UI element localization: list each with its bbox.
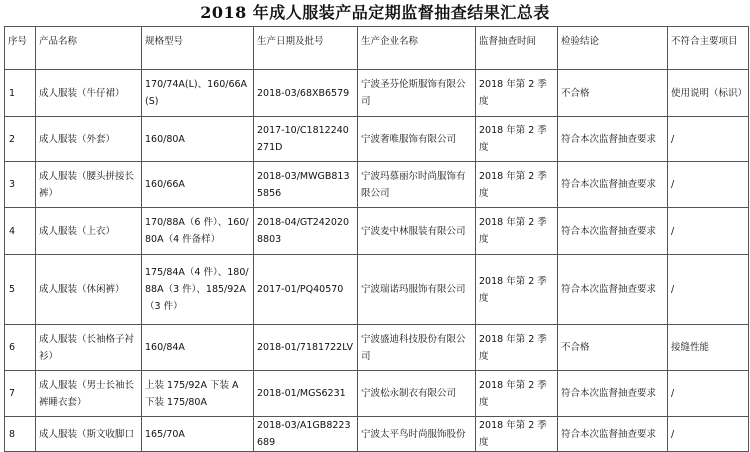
cell-conclusion: 不合格 xyxy=(558,70,668,117)
cell-spec: 160/80A xyxy=(142,117,254,162)
table-row xyxy=(5,70,749,117)
cell-failed-items: / xyxy=(668,371,749,417)
cell-check-time: 2018 年第 2 季度 xyxy=(476,117,558,162)
cell-date-batch: 2018-04/GT2420208803 xyxy=(254,208,358,255)
cell-company: 宁波瑞诺玛服饰有限公司 xyxy=(358,255,476,325)
cell-failed-items: / xyxy=(668,255,749,325)
header-cell: 生产企业名称 xyxy=(358,27,476,70)
cell-company: 宁波玛慕丽尔时尚服饰有限公司 xyxy=(358,162,476,208)
results-table xyxy=(4,26,749,452)
header-cell: 生产日期及批号 xyxy=(254,27,358,70)
cell-no: 7 xyxy=(5,371,36,417)
cell-spec: 160/66A xyxy=(142,162,254,208)
cell-conclusion: 符合本次监督抽查要求 xyxy=(558,117,668,162)
header-cell: 序号 xyxy=(5,27,36,70)
cell-no: 3 xyxy=(5,162,36,208)
cell-no: 2 xyxy=(5,117,36,162)
cell-failed-items: / xyxy=(668,162,749,208)
cell-product: 成人服装（长袖格子衬衫） xyxy=(36,325,142,371)
cell-check-time: 2018 年第 2 季度 xyxy=(476,417,558,452)
cell-product: 成人服装（腰头拼接长裤） xyxy=(36,162,142,208)
cell-check-time: 2018 年第 2 季度 xyxy=(476,255,558,325)
header-cell: 规格型号 xyxy=(142,27,254,70)
cell-conclusion: 符合本次监督抽查要求 xyxy=(558,208,668,255)
cell-product: 成人服装（牛仔裙） xyxy=(36,70,142,117)
table-row xyxy=(5,417,749,452)
header-cell: 不符合主要项目 xyxy=(668,27,749,70)
cell-conclusion: 符合本次监督抽查要求 xyxy=(558,371,668,417)
cell-failed-items: 接缝性能 xyxy=(668,325,749,371)
cell-no: 6 xyxy=(5,325,36,371)
cell-spec: 170/74A(L)、160/66A(S) xyxy=(142,70,254,117)
cell-spec: 165/70A xyxy=(142,417,254,452)
cell-product: 成人服装（上衣） xyxy=(36,208,142,255)
cell-no: 4 xyxy=(5,208,36,255)
cell-date-batch: 2017-10/C1812240271D xyxy=(254,117,358,162)
table-header-row xyxy=(5,27,749,70)
cell-no: 8 xyxy=(5,417,36,452)
cell-product: 成人服装（斯文收脚口 xyxy=(36,417,142,452)
cell-check-time: 2018 年第 2 季度 xyxy=(476,325,558,371)
table-row xyxy=(5,371,749,417)
cell-failed-items: 使用说明（标识） xyxy=(668,70,749,117)
cell-spec: 上装 175/92A 下装 A 下装 175/80A xyxy=(142,371,254,417)
cell-failed-items: / xyxy=(668,208,749,255)
cell-date-batch: 2017-01/PQ40570 xyxy=(254,255,358,325)
cell-conclusion: 符合本次监督抽查要求 xyxy=(558,255,668,325)
table-row xyxy=(5,162,749,208)
cell-company: 宁波麦中林服装有限公司 xyxy=(358,208,476,255)
cell-conclusion: 符合本次监督抽查要求 xyxy=(558,162,668,208)
cell-company: 宁波盛迪科技股份有限公司 xyxy=(358,325,476,371)
cell-product: 成人服装（外套） xyxy=(36,117,142,162)
header-cell: 监督抽查时间 xyxy=(476,27,558,70)
cell-product: 成人服装（休闲裤） xyxy=(36,255,142,325)
cell-no: 5 xyxy=(5,255,36,325)
cell-company: 宁波松永制衣有限公司 xyxy=(358,371,476,417)
table-row xyxy=(5,325,749,371)
cell-date-batch: 2018-01/7181722LV xyxy=(254,325,358,371)
cell-check-time: 2018 年第 2 季度 xyxy=(476,371,558,417)
cell-check-time: 2018 年第 2 季度 xyxy=(476,162,558,208)
cell-spec: 170/88A（6 件）、160/80A（4 件备样） xyxy=(142,208,254,255)
cell-date-batch: 2018-01/MGS6231 xyxy=(254,371,358,417)
cell-date-batch: 2018-03/68XB6579 xyxy=(254,70,358,117)
cell-check-time: 2018 年第 2 季度 xyxy=(476,208,558,255)
cell-company: 宁波奢唯服饰有限公司 xyxy=(358,117,476,162)
header-cell: 检验结论 xyxy=(558,27,668,70)
cell-no: 1 xyxy=(5,70,36,117)
table-row xyxy=(5,255,749,325)
cell-company: 宁波圣芬伦斯服饰有限公司 xyxy=(358,70,476,117)
document-title: 2018 年成人服装产品定期监督抽查结果汇总表 xyxy=(200,3,550,22)
cell-product: 成人服装（男士长袖长裤睡衣套） xyxy=(36,371,142,417)
cell-failed-items: / xyxy=(668,117,749,162)
cell-company: 宁波太平鸟时尚服饰股份 xyxy=(358,417,476,452)
cell-spec: 175/84A（4 件）、180/88A（3 件）、185/92A（3 件） xyxy=(142,255,254,325)
cell-failed-items: / xyxy=(668,417,749,452)
table-row xyxy=(5,117,749,162)
cell-conclusion: 不合格 xyxy=(558,325,668,371)
cell-spec: 160/84A xyxy=(142,325,254,371)
cell-conclusion: 符合本次监督抽查要求 xyxy=(558,417,668,452)
header-cell: 产品名称 xyxy=(36,27,142,70)
cell-date-batch: 2018-03/A1GB8223689 xyxy=(254,417,358,452)
table-row xyxy=(5,208,749,255)
cell-date-batch: 2018-03/MWGB8135856 xyxy=(254,162,358,208)
cell-check-time: 2018 年第 2 季度 xyxy=(476,70,558,117)
